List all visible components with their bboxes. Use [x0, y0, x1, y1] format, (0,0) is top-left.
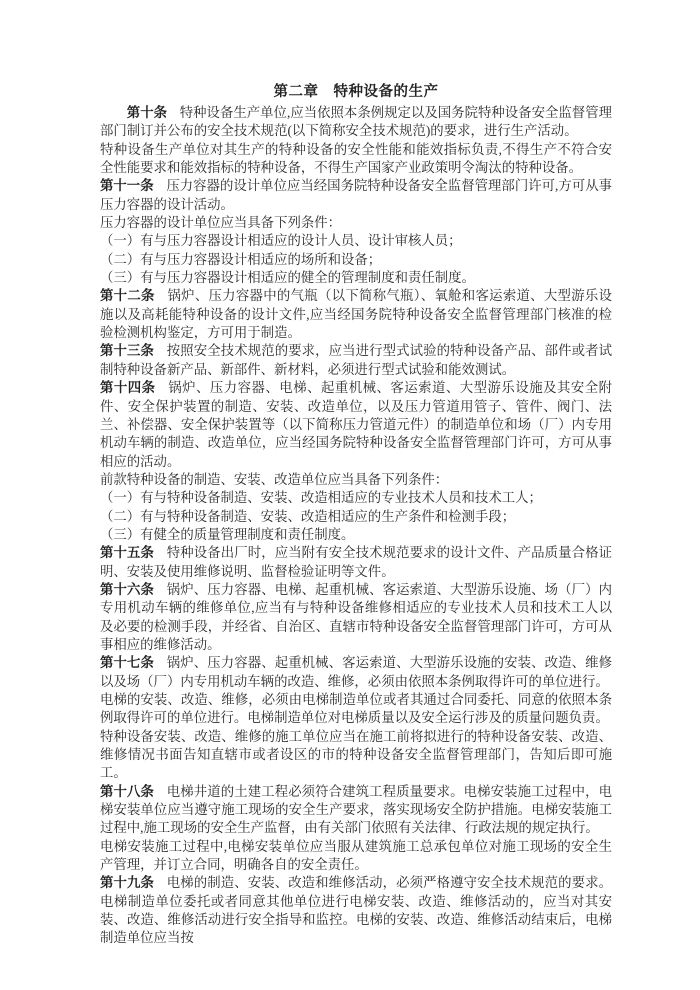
body-paragraph: [100, 508, 612, 526]
paragraph-text: （二）有与特种设备制造、安装、改造相适应的生产条件和检测手段；: [100, 508, 516, 524]
paragraph-text: （一）有与特种设备制造、安装、改造相适应的专业技术人员和技术工人；: [100, 490, 542, 506]
article-paragraph: [100, 342, 612, 379]
chapter-title: 第二章 特种设备的生产: [273, 84, 439, 100]
paragraph-text: 电梯安装施工过程中,电梯安装单位应当服从建筑施工总承包单位对施工现场的安全生产管理，并订立合同，明确各自的安全责任。: [100, 838, 612, 873]
paragraph-text: 电梯的制造、安装、改造和维修活动，必须严格遵守安全技术规范的要求。电梯制造单位委托或者同意其他单位进行电梯安装、改造、维修活动的，应当对其安装、改造、维修活动进行安全指导和监控。电梯的安装、改造、维修活动结束后，电梯制造单位应当按: [100, 875, 613, 946]
paragraph-text: （一）有与压力容器设计相适应的设计人员、设计审核人员；: [100, 233, 462, 249]
article-paragraph: [100, 104, 612, 141]
paragraph-text: （三）有与压力容器设计相适应的健全的管理制度和责任制度。: [100, 270, 475, 286]
article-number: 第十七条: [100, 655, 154, 671]
paragraph-text: 特种设备生产单位,应当依照本条例规定以及国务院特种设备安全监督管理部门制订并公布的安全技术规范(以下简称安全技术规范)的要求，进行生产活动。: [100, 105, 612, 139]
article-number: 第十五条: [100, 545, 154, 561]
body-paragraph: [100, 489, 612, 507]
body-paragraph: [100, 471, 612, 489]
paragraph-text: （三）有健全的质量管理制度和责任制度。: [100, 526, 355, 542]
document-body: [100, 104, 612, 948]
paragraph-text: 特种设备安装、改造、维修的施工单位应当在施工前将拟进行的特种设备安装、改造、维修情况书面告知直辖市或者设区的市的特种设备安全监督管理部门，告知后即可施工。: [100, 728, 612, 781]
article-paragraph: [100, 544, 612, 581]
paragraph-text: 按照安全技术规范的要求，应当进行型式试验的特种设备产品、部件或者试制特种设备新产品、新部件、新材料，必须进行型式试验和能效测试。: [100, 343, 613, 377]
article-paragraph: [100, 379, 612, 471]
paragraph-text: （二）有与压力容器设计相适应的场所和设备；: [100, 251, 382, 267]
article-paragraph: [100, 177, 612, 214]
article-number: 第十四条: [100, 380, 156, 396]
body-paragraph: [100, 214, 612, 232]
article-number: 第十二条: [100, 288, 155, 304]
paragraph-text: 压力容器的设计单位应当经国务院特种设备安全监督管理部门许可,方可从事压力容器的设计活动。: [100, 178, 612, 212]
article-number: 第十条: [126, 105, 168, 120]
paragraph-text: 特种设备生产单位对其生产的特种设备的安全性能和能效指标负责,不得生产不符合安全性能要求和能效指标的特种设备，不得生产国家产业政策明令淘汰的特种设备。: [100, 141, 612, 176]
paragraph-text: 电梯的安装、改造、维修，必须由电梯制造单位或者其通过合同委托、同意的依照本条例取得许可的单位进行。电梯制造单位对电梯质量以及安全运行涉及的质量问题负责。: [100, 692, 612, 726]
paragraph-text: 锅炉、压力容器、电梯、起重机械、客运索道、大型游乐设施、场（厂）内专用机动车辆的维修单位,应当有与特种设备维修相适应的专业技术人员和技术工人以及必要的检测手段，并经省、自治区、直辖市特种设备安全监督管理部门许可，方可从事相应的维修活动。: [100, 581, 613, 652]
paragraph-text: 压力容器的设计单位应当具备下列条件：: [100, 215, 342, 231]
article-paragraph: [100, 654, 612, 691]
article-paragraph: [100, 287, 612, 342]
paragraph-text: 特种设备出厂时，应当附有安全技术规范要求的设计文件、产品质量合格证明、安装及使用维修说明、监督检验证明等文件。: [100, 545, 613, 579]
paragraph-text: 锅炉、压力容器、电梯、起重机械、客运索道、大型游乐设施及其安全附件、安全保护装置的制造、安装、改造单位，以及压力管道用管子、管件、阀门、法兰、补偿器、安全保护装置等（以下简称压力管道元件）的制造单位和场（厂）内专用机动车辆的制造、改造单位，应当经国务院特种设备安全监督管理部门许可，方可从事相应的活动。: [100, 380, 612, 469]
article-paragraph: [100, 581, 612, 654]
paragraph-text: 锅炉、压力容器中的气瓶（以下简称气瓶）、氧舱和客运索道、大型游乐设施以及高耗能特种设备的设计文件,应当经国务院特种设备安全监督管理部门核准的检验检测机构鉴定，方可用于制造。: [100, 288, 612, 341]
body-paragraph: [100, 232, 612, 250]
paragraph-text: 电梯井道的土建工程必须符合建筑工程质量要求。电梯安装施工过程中，电梯安装单位应当遵守施工现场的安全生产要求，落实现场安全防护措施。电梯安装施工过程中,施工现场的安全生产监督，由有关部门依照有关法律、行政法规的规定执行。: [100, 783, 613, 836]
paragraph-text: 前款特种设备的制造、安装、改造单位应当具备下列条件：: [100, 471, 449, 487]
paragraph-text: 锅炉、压力容器、起重机械、客运索道、大型游乐设施的安装、改造、维修以及场（厂）内专用机动车辆的改造、维修，必须由依照本条例取得许可的单位进行。: [100, 655, 613, 689]
article-number: 第十一条: [100, 178, 154, 194]
body-paragraph: [100, 269, 612, 287]
article-number: 第十九条: [100, 875, 154, 891]
body-paragraph: [100, 838, 612, 875]
body-paragraph: [100, 728, 612, 783]
body-paragraph: [100, 526, 612, 544]
body-paragraph: [100, 691, 612, 728]
article-paragraph: [100, 874, 612, 947]
article-number: 第十三条: [100, 343, 154, 359]
body-paragraph: [100, 251, 612, 269]
article-number: 第十六条: [100, 581, 154, 597]
article-number: 第十八条: [100, 783, 154, 799]
article-paragraph: [100, 783, 612, 838]
body-paragraph: [100, 141, 612, 178]
